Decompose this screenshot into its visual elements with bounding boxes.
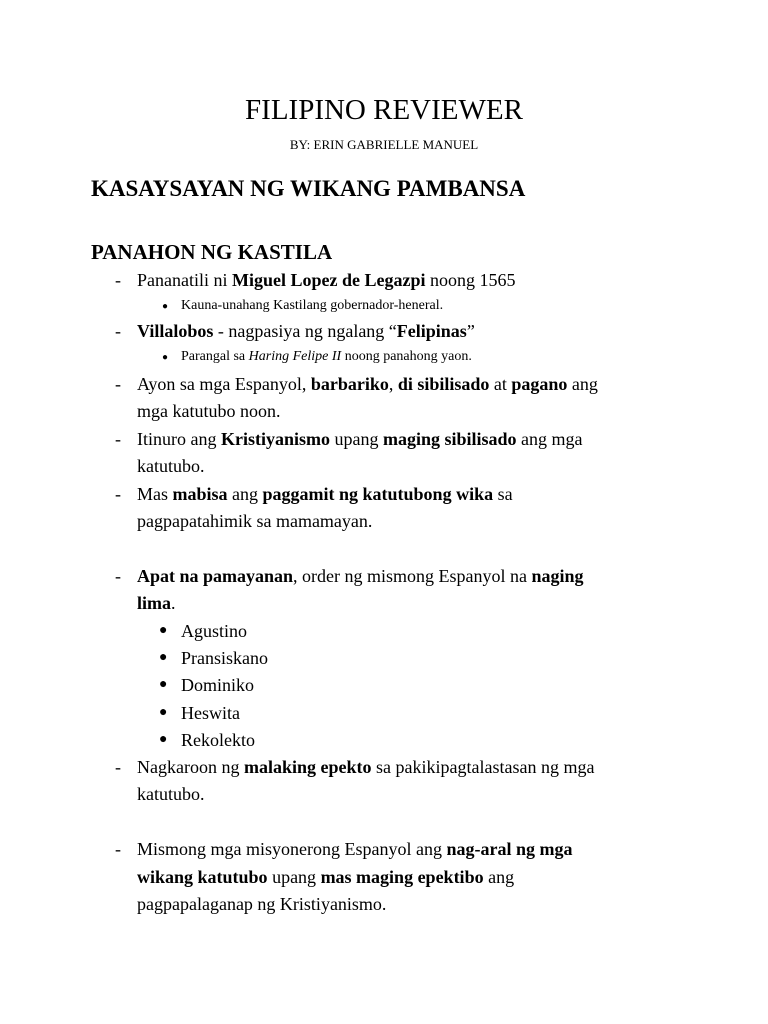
document-title: FILIPINO REVIEWER: [245, 94, 523, 126]
list-item: Mismong mga misyonerong Espanyol ang nag-aral ng mga: [137, 839, 573, 859]
section-heading: KASAYSAYAN NG WIKANG PAMBANSA: [91, 176, 526, 201]
bullet-marker: ●: [159, 650, 168, 665]
subsection-heading: PANAHON NG KASTILA: [91, 240, 333, 264]
dash-marker: -: [115, 429, 121, 449]
list-item: Apat na pamayanan, order ng mismong Espanyol na naging: [137, 566, 584, 586]
document-byline: BY: ERIN GABRIELLE MANUEL: [289, 137, 479, 152]
dash-marker: -: [115, 757, 121, 777]
list-item: Nagkaroon ng malaking epekto sa pakikipagtalastasan ng mga: [137, 757, 595, 777]
list-item-continuation: pagpapatahimik sa mamamayan.: [137, 511, 373, 531]
order-item: Dominiko: [181, 675, 255, 695]
order-item: Agustino: [181, 621, 248, 641]
bullet-marker: ●: [159, 732, 168, 747]
list-subitem: Kauna-unahang Kastilang gobernador-heneral.: [181, 298, 444, 313]
order-item: Heswita: [181, 703, 240, 723]
dash-marker: -: [115, 484, 121, 504]
list-item: Itinuro ang Kristiyanismo upang maging sibilisado ang mga: [137, 429, 583, 449]
bullet-marker: ●: [159, 677, 168, 692]
order-item: Pransiskano: [181, 648, 268, 668]
bullet-marker: ●: [162, 301, 169, 312]
list-item: Mas mabisa ang paggamit ng katutubong wika sa: [137, 484, 513, 504]
list-item-continuation: lima.: [137, 593, 176, 613]
dash-marker: -: [115, 566, 121, 586]
dash-marker: -: [115, 374, 121, 394]
list-item-continuation: katutubo.: [137, 456, 205, 476]
bullet-marker: ●: [159, 705, 168, 720]
list-item: Ayon sa mga Espanyol, barbariko, di sibilisado at pagano ang: [137, 374, 598, 394]
bullet-marker: ●: [162, 352, 169, 363]
list-item: Pananatili ni Miguel Lopez de Legazpi noong 1565: [137, 270, 516, 290]
list-item-continuation: wikang katutubo upang mas maging epektibo ang: [137, 867, 515, 887]
dash-marker: -: [115, 321, 121, 341]
list-item-continuation: katutubo.: [137, 784, 205, 804]
list-item: Villalobos - nagpasiya ng ngalang “Felipinas”: [137, 321, 475, 341]
list-item-continuation: pagpapalaganap ng Kristiyanismo.: [137, 894, 387, 914]
dash-marker: -: [115, 839, 121, 859]
list-item-continuation: mga katutubo noon.: [137, 401, 281, 421]
dash-marker: -: [115, 270, 121, 290]
list-subitem: Parangal sa Haring Felipe II noong panahong yaon.: [181, 349, 472, 364]
order-item: Rekolekto: [181, 730, 255, 750]
bullet-marker: ●: [159, 623, 168, 638]
